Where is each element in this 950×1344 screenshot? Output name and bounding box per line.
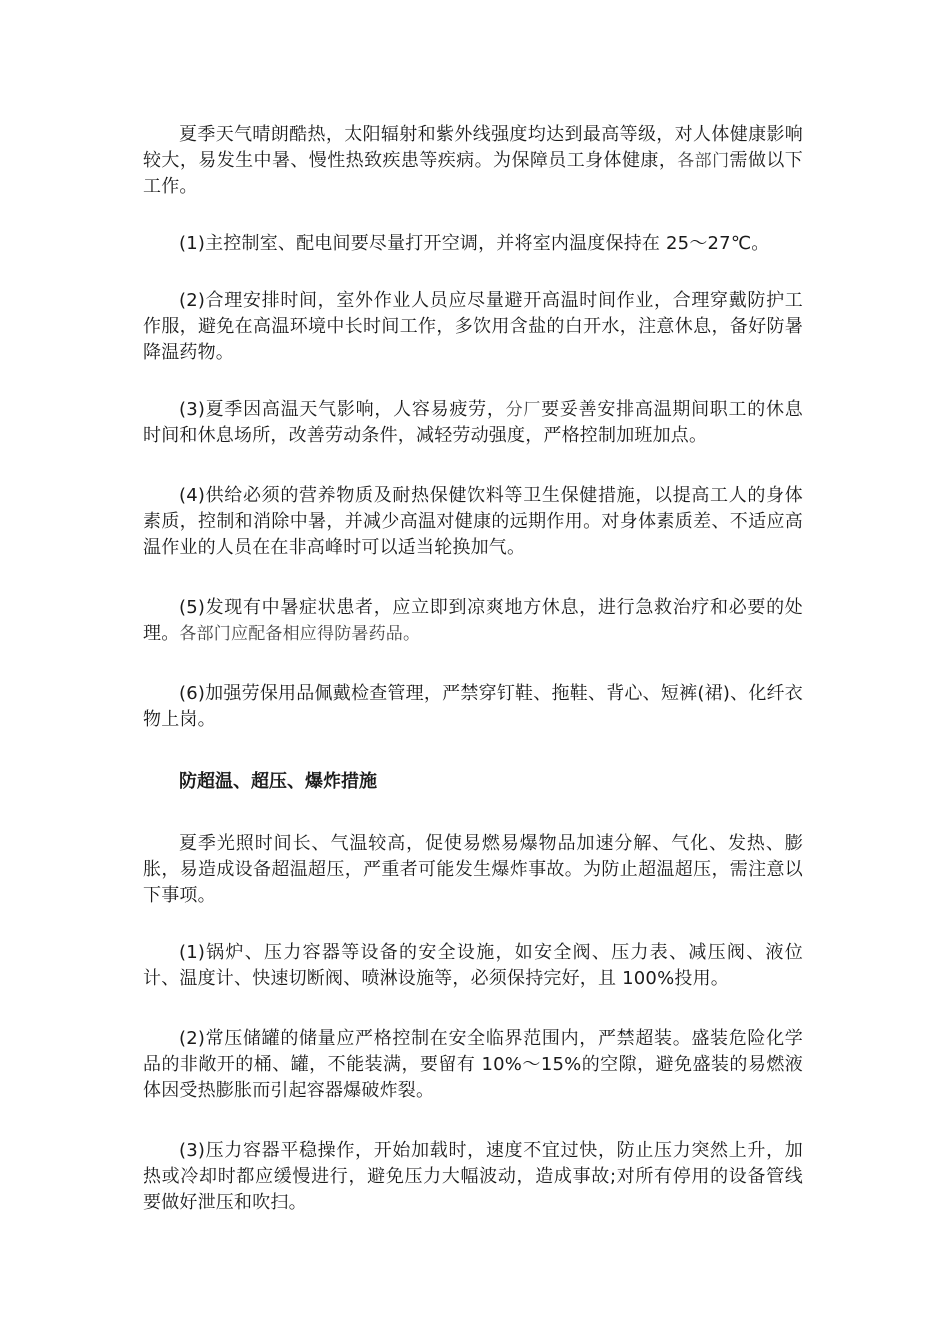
section-heading: 防超温、超压、爆炸措施 [179,771,377,792]
list-item: (3)压力容器平稳操作，开始加载时，速度不宜过快，防止压力突然上升，加热或冷却时都应缓慢进行，避免压力大幅波动，造成事故;对所有停用的设备管线要做好泄压和吹扫。 [143,1140,803,1213]
list-item: (4)供给必须的营养物质及耐热保健饮料等卫生保健措施，以提高工人的身体素质，控制和消除中暑，并减少高温对健康的远期作用。对身体素质差、不适应高温作业的人员在在非高峰时可以适当轮换加气。 [143,485,803,558]
list-item: (6)加强劳保用品佩戴检查管理，严禁穿钉鞋、拖鞋、背心、短裤(裙)、化纤衣物上岗。 [143,683,803,730]
intro-text: 夏季天气晴朗酷热，太阳辐射和紫外线强度均达到最高等级，对人体健康影响较大，易发生中暑、慢性热致疾患等疾病。为保障员工身体健康， [143,124,803,171]
intro-paragraph [143,122,803,200]
list-item-text: (5)发现有中暑症状患者，应立即到凉爽地方休息，进行急救治疗和必要的处理。 [143,597,803,644]
intro-serif-text: 各部门 [677,151,730,171]
list-item: (2)常压储罐的储量应严格控制在安全临界范围内，严禁超装。盛装危险化学品的非敞开的桶、罐，不能装满，要留有 10%～15%的空隙，避免盛装的易燃液体因受热膨胀而引起容器爆破炸裂。 [143,1028,803,1101]
document-page [143,122,803,1216]
list-item-text: (3)夏季因高温天气影响，人容易疲劳， [179,399,506,420]
list-item [143,397,803,449]
list-item: (2)合理安排时间，室外作业人员应尽量避开高温时间作业，合理穿戴防护工作服，避免在高温环境中长时间工作，多饮用含盐的白开水，注意休息，备好防暑降温药物。 [143,290,803,363]
list-item: (1)锅炉、压力容器等设备的安全设施，如安全阀、压力表、减压阀、液位计、温度计、快速切断阀、喷淋设施等，必须保持完好，且 100%投用。 [143,942,803,989]
list-item: (1)主控制室、配电间要尽量打开空调，并将室内温度保持在 25～27℃。 [179,233,770,254]
list-item-text-after: 要妥善安排高温期间职工的休息时间和休息场所，改善劳动条件，减轻劳动强度，严格控制加班加点。 [143,399,803,446]
list-item-serif-text: 分厂 [505,400,542,420]
list-item [143,595,803,647]
section-intro-paragraph: 夏季光照时间长、气温较高，促使易燃易爆物品加速分解、气化、发热、膨胀，易造成设备超温超压，严重者可能发生爆炸事故。为防止超温超压，需注意以下事项。 [143,833,803,906]
list-item-serif-text: 各部门应配备相应得防暑药品。 [179,624,421,644]
intro-text-after: 需做以下工作。 [143,150,803,197]
